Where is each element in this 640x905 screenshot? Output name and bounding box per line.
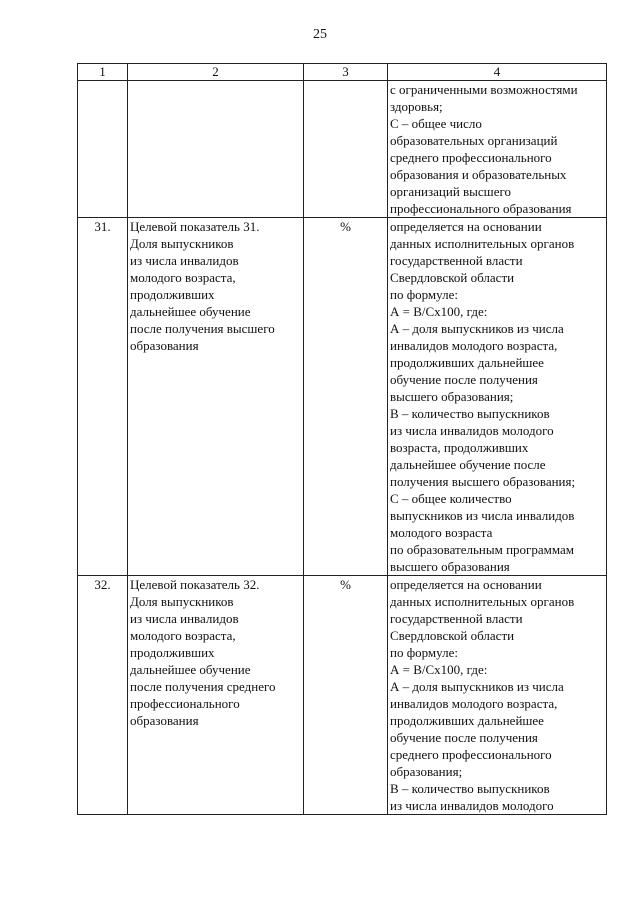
indicator-name-line: Целевой показатель 31.	[130, 219, 260, 234]
calculation-method	[388, 218, 607, 576]
header-col-1: 1	[78, 64, 128, 81]
indicator-name-line: после получения среднего	[130, 679, 276, 694]
calculation-method-line: А – доля выпускников из числа	[390, 679, 564, 694]
calculation-method-line: выпускников из числа инвалидов	[390, 508, 575, 523]
calculation-method-line: профессионального образования	[390, 201, 572, 216]
table-row	[78, 576, 607, 815]
indicator-name	[128, 218, 304, 576]
calculation-method-line: возраста, продолживших	[390, 440, 529, 455]
calculation-method-line: по образовательным программам	[390, 542, 575, 557]
indicator-name-line: продолживших	[130, 287, 215, 302]
header-col-4: 4	[388, 64, 607, 81]
calculation-method-line: высшего образования	[390, 559, 510, 574]
table-header-row	[78, 64, 607, 81]
indicator-name-line: Целевой показатель 32.	[130, 577, 260, 592]
calculation-method-line: данных исполнительных органов	[390, 594, 575, 609]
calculation-method-line: определяется на основании	[390, 577, 542, 592]
calculation-method-line: В – количество выпускников	[390, 406, 550, 421]
indicator-name-line: продолживших	[130, 645, 215, 660]
header-col-2: 2	[128, 64, 304, 81]
calculation-method-line: продолживших дальнейшее	[390, 713, 544, 728]
indicator-name-line: Доля выпускников	[130, 594, 234, 609]
row-number: 31.	[78, 218, 128, 576]
calculation-method-line: по формуле:	[390, 287, 458, 302]
unit-of-measure: %	[304, 218, 388, 576]
calculation-method-line: образовательных организаций	[390, 133, 558, 148]
table-row	[78, 81, 607, 218]
calculation-method-line: с ограниченными возможностями	[390, 82, 578, 97]
indicator-name-line: после получения высшего	[130, 321, 275, 336]
table-row	[78, 218, 607, 576]
indicator-name-line: молодого возраста,	[130, 628, 236, 643]
calculation-method-line: здоровья;	[390, 99, 443, 114]
calculation-method-line: образования и образовательных	[390, 167, 567, 182]
indicator-name-line: дальнейшее обучение	[130, 662, 251, 677]
calculation-method-line: Свердловской области	[390, 628, 515, 643]
calculation-method-line: образования;	[390, 764, 463, 779]
calculation-method-line: из числа инвалидов молодого	[390, 798, 554, 813]
indicator-name-line: молодого возраста,	[130, 270, 236, 285]
indicator-name-line: Доля выпускников	[130, 236, 234, 251]
calculation-method-line: С – общее количество	[390, 491, 512, 506]
indicator-name-line: профессионального	[130, 696, 240, 711]
calculation-method-line: А = В/Сх100, где:	[390, 662, 488, 677]
calculation-method-line: обучение после получения	[390, 372, 538, 387]
calculation-method-line: инвалидов молодого возраста,	[390, 696, 558, 711]
calculation-method-line: данных исполнительных органов	[390, 236, 575, 251]
indicator-name	[128, 81, 304, 218]
calculation-method-line: получения высшего образования;	[390, 474, 576, 489]
calculation-method-line: из числа инвалидов молодого	[390, 423, 554, 438]
page-number: 25	[313, 27, 327, 42]
calculation-method-line: Свердловской области	[390, 270, 515, 285]
calculation-method-line: высшего образования;	[390, 389, 514, 404]
indicator-name-line: дальнейшее обучение	[130, 304, 251, 319]
calculation-method-line: А = В/Сх100, где:	[390, 304, 488, 319]
indicator-table	[77, 63, 607, 815]
calculation-method-line: обучение после получения	[390, 730, 538, 745]
row-number	[78, 81, 128, 218]
row-number: 32.	[78, 576, 128, 815]
calculation-method-line: организаций высшего	[390, 184, 511, 199]
table-body	[78, 81, 607, 815]
calculation-method-line: продолживших дальнейшее	[390, 355, 544, 370]
unit-of-measure: %	[304, 576, 388, 815]
indicator-name	[128, 576, 304, 815]
calculation-method-line: среднего профессионального	[390, 150, 552, 165]
indicator-name-line: из числа инвалидов	[130, 253, 239, 268]
unit-of-measure	[304, 81, 388, 218]
calculation-method-line: государственной власти	[390, 611, 523, 626]
header-col-3: 3	[304, 64, 388, 81]
calculation-method-line: среднего профессионального	[390, 747, 552, 762]
calculation-method-line: определяется на основании	[390, 219, 542, 234]
calculation-method-line: государственной власти	[390, 253, 523, 268]
calculation-method	[388, 81, 607, 218]
calculation-method-line: С – общее число	[390, 116, 482, 131]
indicator-name-line: образования	[130, 713, 199, 728]
calculation-method-line: В – количество выпускников	[390, 781, 550, 796]
calculation-method-line: дальнейшее обучение после	[390, 457, 546, 472]
indicator-name-line: из числа инвалидов	[130, 611, 239, 626]
calculation-method-line: А – доля выпускников из числа	[390, 321, 564, 336]
calculation-method	[388, 576, 607, 815]
calculation-method-line: инвалидов молодого возраста,	[390, 338, 558, 353]
calculation-method-line: по формуле:	[390, 645, 458, 660]
calculation-method-line: молодого возраста	[390, 525, 493, 540]
indicator-name-line: образования	[130, 338, 199, 353]
